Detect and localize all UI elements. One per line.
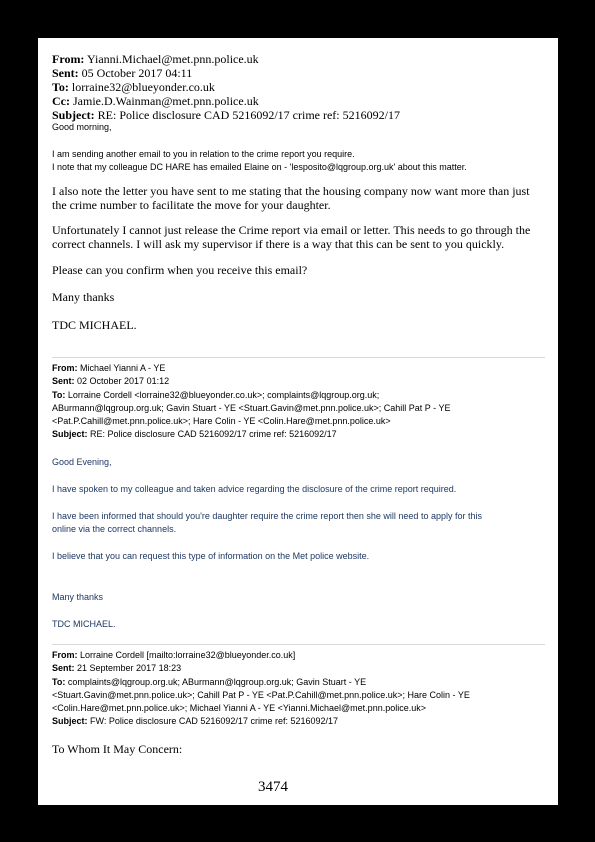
email1-p1-line2: I note that my colleague DC HARE has emailed Elaine on - 'lesposito@lqgroup.org.uk' about this matter. [52,162,467,172]
email3-to-line1: To: complaints@lqgroup.org.uk; ABurmann@lqgroup.org.uk; Gavin Stuart - YE [52,677,367,687]
email2-thanks: Many thanks [52,592,104,602]
email3-subject: FW: Police disclosure CAD 5216092/17 crime ref: 5216092/17 [90,716,338,726]
email2-from-line: From: Michael Yianni A - YE [52,363,166,373]
email2-sent-line: Sent: 02 October 2017 01:12 [52,376,170,386]
email2-subject: RE: Police disclosure CAD 5216092/17 crime ref: 5216092/17 [90,429,337,439]
email1-p4: Please can you confirm when you receive this email? [52,263,308,277]
email2-greeting: Good Evening, [52,457,112,467]
email1-cc-line: Cc: Jamie.D.Wainman@met.pnn.police.uk [52,94,259,108]
email3-to-line3: <Colin.Hare@met.pnn.police.uk>; Michael Yianni A - YE <Yianni.Michael@met.pnn.police.uk> [52,703,426,713]
email3-from: Lorraine Cordell [mailto:lorraine32@blueyonder.co.uk] [80,650,296,660]
email2-signature: TDC MICHAEL. [52,619,116,629]
email1-from: Yianni.Michael@met.pnn.police.uk [87,52,259,66]
page-number: 3474 [258,779,288,795]
email1-cc: Jamie.D.Wainman@met.pnn.police.uk [73,94,259,108]
email2-p1: I have spoken to my colleague and taken advice regarding the disclosure of the crime report required. [52,484,457,494]
email1-p3-line1: Unfortunately I cannot just release the Crime report via email or letter. This needs to go through the [52,223,531,237]
email3-from-line: From: Lorraine Cordell [mailto:lorraine32@blueyonder.co.uk] [52,650,296,660]
email2-to-line3: <Pat.P.Cahill@met.pnn.police.uk>; Hare Colin - YE <Colin.Hare@met.pnn.police.uk> [52,416,391,426]
email3-subject-line: Subject: FW: Police disclosure CAD 5216092/17 crime ref: 5216092/17 [52,716,338,726]
email2-sent: 02 October 2017 01:12 [77,376,170,386]
email1-signature: TDC MICHAEL. [52,318,137,332]
email1-p2-line2: the crime number to facilitate the move for your daughter. [52,198,331,212]
email1-to: lorraine32@blueyonder.co.uk [71,80,215,94]
email3-sent-line: Sent: 21 September 2017 18:23 [52,663,182,673]
email1-thanks: Many thanks [52,290,115,304]
email3-to-line2: <Stuart.Gavin@met.pnn.police.uk>; Cahill Pat P - YE <Pat.P.Cahill@met.pnn.police.uk>; Hare Colin - YE [52,690,470,700]
email1-from-line: From: Yianni.Michael@met.pnn.police.uk [52,52,259,66]
email2-p2-line2: online via the correct channels. [52,524,177,534]
email1-sent-line: Sent: 05 October 2017 04:11 [52,66,193,80]
document-page [38,38,558,805]
email1-p1-line1: I am sending another email to you in relation to the crime report you require. [52,149,355,159]
email2-subject-line: Subject: RE: Police disclosure CAD 5216092/17 crime ref: 5216092/17 [52,429,337,439]
email1-p2-line1: I also note the letter you have sent to me stating that the housing company now want more than just [52,184,530,198]
email3-sent: 21 September 2017 18:23 [77,663,182,673]
email2-to-line1: To: Lorraine Cordell <lorraine32@blueyonder.co.uk>; complaints@lqgroup.org.uk; [52,390,380,400]
email1-p3-line2: correct channels. I will ask my supervisor if there is a way that this can be sent to you quickly. [52,237,505,251]
email1-to-line: To: lorraine32@blueyonder.co.uk [52,80,215,94]
email1-subject-line: Subject: RE: Police disclosure CAD 5216092/17 crime ref: 5216092/17 [52,108,400,122]
email2-p2-line1: I have been informed that should you're daughter require the crime report then she will need to apply for this [52,511,482,521]
email3-greeting: To Whom It May Concern: [52,742,183,756]
divider [52,357,545,358]
email2-p3: I believe that you can request this type of information on the Met police website. [52,551,370,561]
email2-from: Michael Yianni A - YE [80,363,166,373]
email1-sent: 05 October 2017 04:11 [81,66,193,80]
divider [52,644,545,645]
email2-to-line2: ABurmann@lqgroup.org.uk; Gavin Stuart - YE <Stuart.Gavin@met.pnn.police.uk>; Cahill Pat P - YE [52,403,451,413]
email1-subject: RE: Police disclosure CAD 5216092/17 crime ref: 5216092/17 [97,108,400,122]
email1-greeting: Good morning, [52,122,112,132]
